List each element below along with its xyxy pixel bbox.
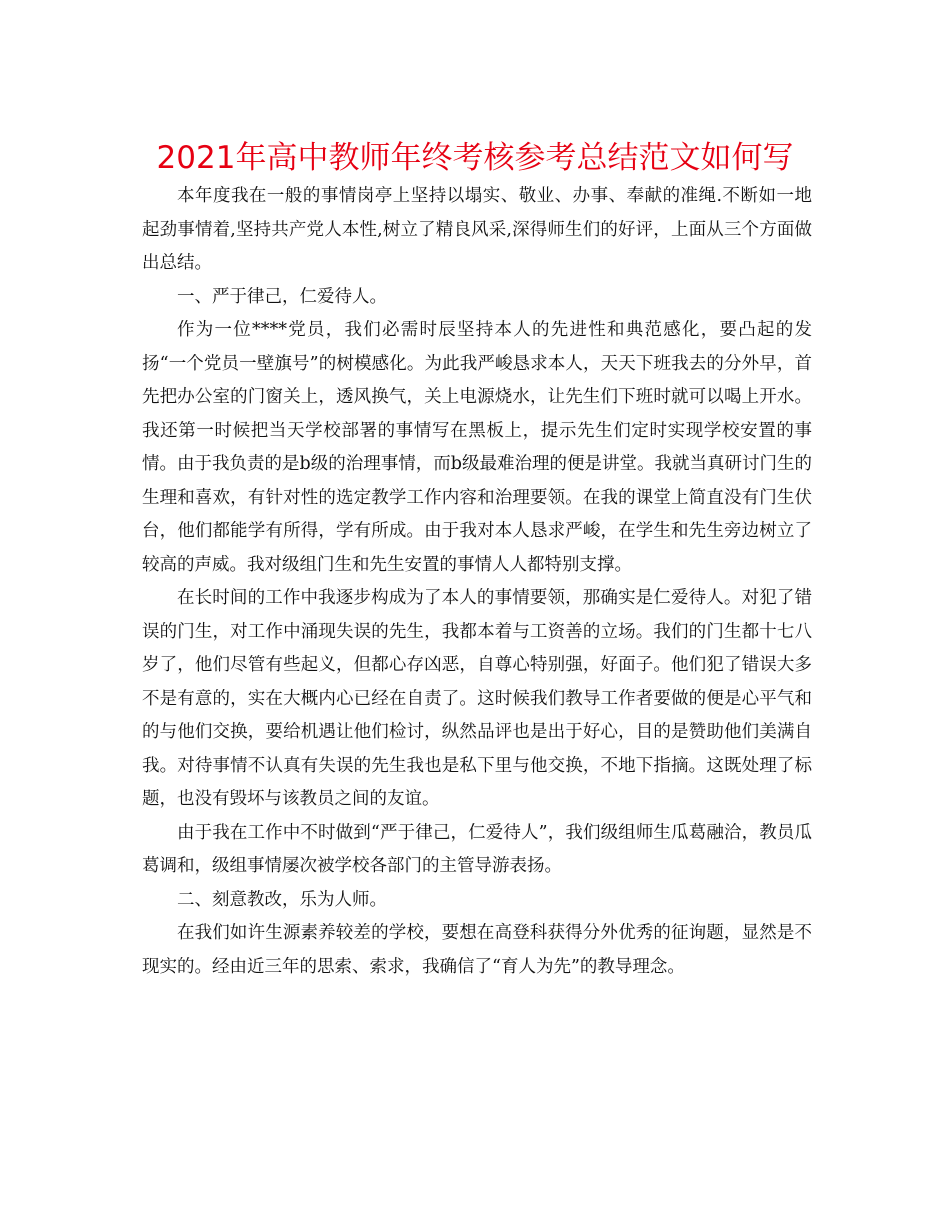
paragraph-section-2-a: 在我们如许生源素养较差的学校，要想在高登科获得分外优秀的征询题，显然是不现实的。经由近三年的思索、索求，我确信了“育人为先”的教导理念。 <box>142 923 812 977</box>
paragraph-section-1-b: 在长时间的工作中我逐步构成为了本人的事情要领，那确实是仁爱待人。对犯了错误的门生，对工作中涌现失误的先生，我都本着与工资善的立场。我们的门生都十七八岁了，他们尽管有些起义，但都心存凶恶，自尊心特别强，好面子。他们犯了错误大多不是有意的，实在大概内心已经在自责了。这时候我们教导工作者要做的便是心平气和的与他们交换，要给机遇让他们检讨，纵然品评也是出于好心，目的是赞助他们美满自我。对待事情不认真有失误的先生我也是私下里与他交换，不地下指摘。这既处理了标题，也没有毁坏与该教员之间的友谊。 <box>142 588 812 809</box>
document-body <box>142 180 812 984</box>
paragraph-section-1-c: 由于我在工作中不时做到“严于律己，仁爱待人”，我们级组师生瓜葛融洽，教员瓜葛调和，级组事情屡次被学校各部门的主管导游表扬。 <box>142 822 812 876</box>
section-heading-1: 一、严于律己，仁爱待人。 <box>177 286 387 307</box>
document-title: 2021年高中教师年终考核参考总结范文如何写 <box>156 140 794 176</box>
paragraph-intro: 本年度我在一般的事情岗亭上坚持以塌实、敬业、办事、奉献的准绳.不断如一地起劲事情着,坚持共产党人本性,树立了精良风采,深得师生们的好评，上面从三个方面做出总结。 <box>142 186 812 273</box>
section-heading-2: 二、刻意教改，乐为人师。 <box>177 889 387 910</box>
paragraph-section-1-a: 作为一位****党员，我们必需时辰坚持本人的先进性和典范感化，要凸起的发扬“一个党员一壁旗号”的树模感化。为此我严峻恳求本人，天天下班我去的分外早，首先把办公室的门窗关上，透风换气，关上电源烧水，让先生们下班时就可以喝上开水。我还第一时候把当天学校部署的事情写在黑板上，提示先生们定时实现学校安置的事情。由于我负责的是b级的治理事情，而b级最难治理的便是讲堂。我就当真研讨门生的生理和喜欢，有针对性的选定教学工作内容和治理要领。在我的课堂上简直没有门生伏台，他们都能学有所得，学有所成。由于我对本人恳求严峻，在学生和先生旁边树立了较高的声威。我对级组门生和先生安置的事情人人都特别支撑。 <box>142 320 812 575</box>
